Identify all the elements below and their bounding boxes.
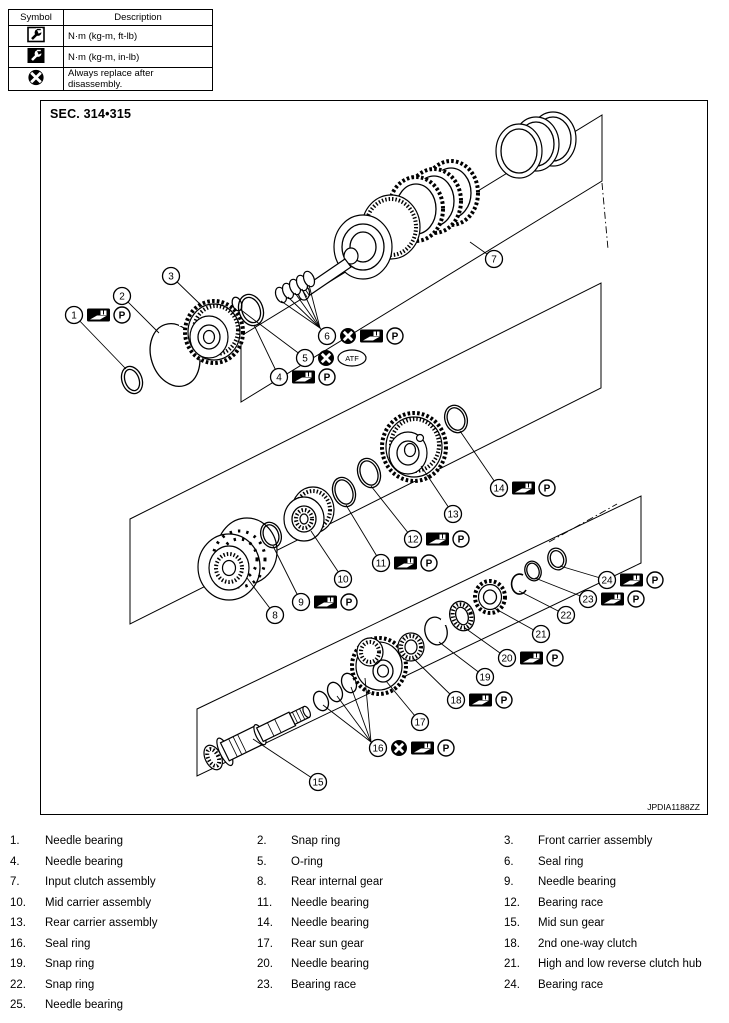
parts-list-row [0,872,729,893]
callout-17 [386,681,429,731]
apply-lubricant-brush-icon [426,533,449,546]
part-number: 7. [10,876,20,889]
parts-list-row [0,975,729,996]
part-number: 3. [504,835,514,848]
part-name: Snap ring [45,978,95,991]
part-bearing-race-24 [545,546,569,572]
leader-line [288,297,320,328]
part-name: Needle bearing [291,917,370,930]
part-front-carrier-assembly [185,301,243,363]
callout-number: 8 [272,610,278,622]
part-snap-ring-19 [422,615,450,648]
callout-number: 21 [535,629,547,641]
leader-line [74,315,126,369]
part-number: 25. [10,999,26,1012]
legend-row-torque-inlb [9,47,213,68]
part-needle-bearing-1 [118,363,146,396]
legend-desc-inlb: N·m (kg-m, in-lb) [64,47,213,68]
svg-text:P: P [457,534,465,546]
petroleum-jelly-p-icon [421,555,437,571]
part-seal-rings-6 [273,270,316,305]
svg-text:P: P [632,594,640,606]
part-number: 21. [504,958,520,971]
part-number: 16. [10,937,26,950]
petroleum-jelly-p-icon [387,328,403,344]
part-number: 19. [10,958,26,971]
part-name: Rear carrier assembly [45,917,158,930]
callout-15 [253,739,327,791]
part-input-clutch-assembly [299,112,577,300]
callout-number: 18 [450,695,462,707]
parts-list-row [0,852,729,873]
part-name: Snap ring [291,835,341,848]
legend-header-symbol: Symbol [9,10,64,26]
callout-19 [439,642,494,686]
part-number: 1. [10,835,20,848]
part-name: Bearing race [538,978,604,991]
callout-8 [247,578,284,624]
petroleum-jelly-p-icon [547,650,563,666]
apply-lubricant-brush-icon [394,557,417,570]
apply-lubricant-brush-icon [520,652,543,665]
part-name: Seal ring [538,855,584,868]
part-name: Needle bearing [45,855,124,868]
leader-line [460,431,499,488]
part-number: 10. [10,896,26,909]
part-number: 18. [504,937,520,950]
callout-number: 12 [407,534,419,546]
callout-10 [311,531,352,588]
part-needle-bearing-20 [446,598,478,634]
callout-number: 13 [447,509,459,521]
part-number: 23. [257,978,273,991]
callout-number: 14 [493,483,505,495]
callout-number: 7 [491,254,497,266]
part-name: Input clutch assembly [45,876,156,889]
part-number: 15. [504,917,520,930]
replace-mark-icon [391,740,407,756]
figure-id: JPDIA1188ZZ [647,802,700,812]
parts-list [0,831,729,1016]
petroleum-jelly-p-icon [647,572,663,588]
callout-number: 15 [312,777,324,789]
part-number: 2. [257,835,267,848]
callout-number: 4 [276,372,282,384]
petroleum-jelly-p-icon [341,594,357,610]
part-name: Needle bearing [45,835,124,848]
torque-ftlb-icon [26,35,46,46]
svg-text:P: P [391,331,399,343]
part-name: Snap ring [45,958,95,971]
part-number: 9. [504,876,514,889]
part-name: 2nd one-way clutch [538,937,638,950]
parts-list-row [0,913,729,934]
callout-number: 11 [375,558,387,570]
replace-mark-icon [26,78,46,89]
part-number: 5. [257,855,267,868]
apply-lubricant-brush-icon [292,371,315,384]
part-bearing-race-23 [522,559,543,583]
legend-row-torque-ftlb [9,26,213,47]
part-name: Needle bearing [291,958,370,971]
svg-text:P: P [118,310,126,322]
part-number: 11. [257,896,273,909]
part-bearing-race-12 [354,455,385,491]
petroleum-jelly-p-icon [114,307,130,323]
leader-line [337,696,371,742]
apply-lubricant-brush-icon [360,330,383,343]
part-mid-sun-gear [199,697,316,774]
part-name: High and low reverse clutch hub [538,958,702,971]
svg-text:P: P [442,743,450,755]
svg-text:P: P [551,653,559,665]
svg-text:P: P [323,372,331,384]
part-number: 17. [257,937,273,950]
part-name: Needle bearing [291,896,370,909]
callout-22 [519,591,575,624]
part-number: 14. [257,917,273,930]
part-name: Rear internal gear [291,876,384,889]
leader-line [346,505,381,563]
legend-desc-replace: Always replace after disassembly. [64,68,213,91]
apply-lubricant-brush-icon [620,574,643,587]
petroleum-jelly-p-icon [496,692,512,708]
part-name: Mid carrier assembly [45,896,152,909]
svg-text:ATF: ATF [345,353,359,363]
exploded-view-figure [40,100,708,815]
apply-lubricant-brush-icon [469,694,492,707]
callout-number: 19 [479,672,491,684]
callout-number: 23 [582,594,594,606]
callout-number: 17 [414,717,426,729]
part-name: Mid sun gear [538,917,605,930]
callout-3 [163,268,204,308]
part-number: 8. [257,876,267,889]
svg-text:P: P [651,575,659,587]
part-name: Rear sun gear [291,937,364,950]
callout-13 [421,466,462,523]
callout-number: 3 [168,271,174,283]
petroleum-jelly-p-icon [453,531,469,547]
leader-line [253,739,318,782]
part-name: Needle bearing [538,876,617,889]
torque-inlb-icon [26,56,46,67]
part-name: Needle bearing [45,999,124,1012]
part-rear-carrier-assembly [382,413,446,481]
svg-text:P: P [500,695,508,707]
callout-number: 24 [601,575,613,587]
part-name: Bearing race [538,896,604,909]
callout-number: 6 [324,331,330,343]
part-number: 13. [10,917,26,930]
svg-text:P: P [425,558,433,570]
section-label: SEC. 314•315 [50,107,132,121]
parts-list-row [0,954,729,975]
parts-list-row [0,934,729,955]
callout-number: 20 [501,653,513,665]
parts-list-row [0,893,729,914]
leader-line [241,310,305,358]
part-rear-internal-gear [198,518,277,600]
apply-lubricant-brush-icon [601,593,624,606]
callout-7 [470,242,503,268]
callout-number: 2 [119,291,125,303]
symbol-legend-table [8,9,213,91]
replace-mark-icon [340,328,356,344]
part-high-low-reverse-clutch-hub [475,581,505,613]
part-name: Front carrier assembly [538,835,653,848]
apply-lubricant-brush-icon [314,596,337,609]
leader-line [273,546,301,602]
legend-header-row [9,10,213,26]
apply-lubricant-brush-icon [512,482,535,495]
callout-21 [494,608,550,643]
part-2nd-one-way-clutch [398,633,424,661]
leader-line [371,486,413,539]
apply-lubricant-brush-icon [411,742,434,755]
callout-number: 5 [302,353,308,365]
part-number: 24. [504,978,520,991]
callout-14 [460,431,555,497]
callout-number: 16 [372,743,384,755]
atf-fluid-icon [338,350,366,366]
legend-row-replace [9,68,213,91]
part-name: Bearing race [291,978,357,991]
part-name: O-ring [291,855,323,868]
petroleum-jelly-p-icon [319,369,335,385]
callout-number: 10 [337,574,349,586]
part-needle-bearing-14 [441,402,471,436]
part-number: 20. [257,958,273,971]
parts-list-row [0,831,729,852]
apply-lubricant-brush-icon [87,309,110,322]
svg-text:P: P [543,483,551,495]
replace-mark-icon [318,350,334,366]
callout-number: 1 [71,310,77,322]
part-number: 4. [10,855,20,868]
part-snap-ring-22 [512,574,526,594]
part-number: 12. [504,896,520,909]
callout-1 [66,307,131,370]
petroleum-jelly-p-icon [628,591,644,607]
petroleum-jelly-p-icon [438,740,454,756]
petroleum-jelly-p-icon [539,480,555,496]
legend-desc-ftlb: N·m (kg-m, ft-lb) [64,26,213,47]
legend-header-description: Description [64,10,213,26]
part-number: 22. [10,978,26,991]
exploded-diagram-svg [41,101,706,813]
callout-24 [560,566,663,589]
callout-number: 22 [560,610,572,622]
part-number: 6. [504,855,514,868]
part-mid-carrier-assembly [284,487,334,541]
callout-11 [346,505,437,572]
svg-text:P: P [345,597,353,609]
part-name: Seal ring [45,937,91,950]
parts-list-row [0,995,729,1016]
callout-number: 9 [298,597,304,609]
